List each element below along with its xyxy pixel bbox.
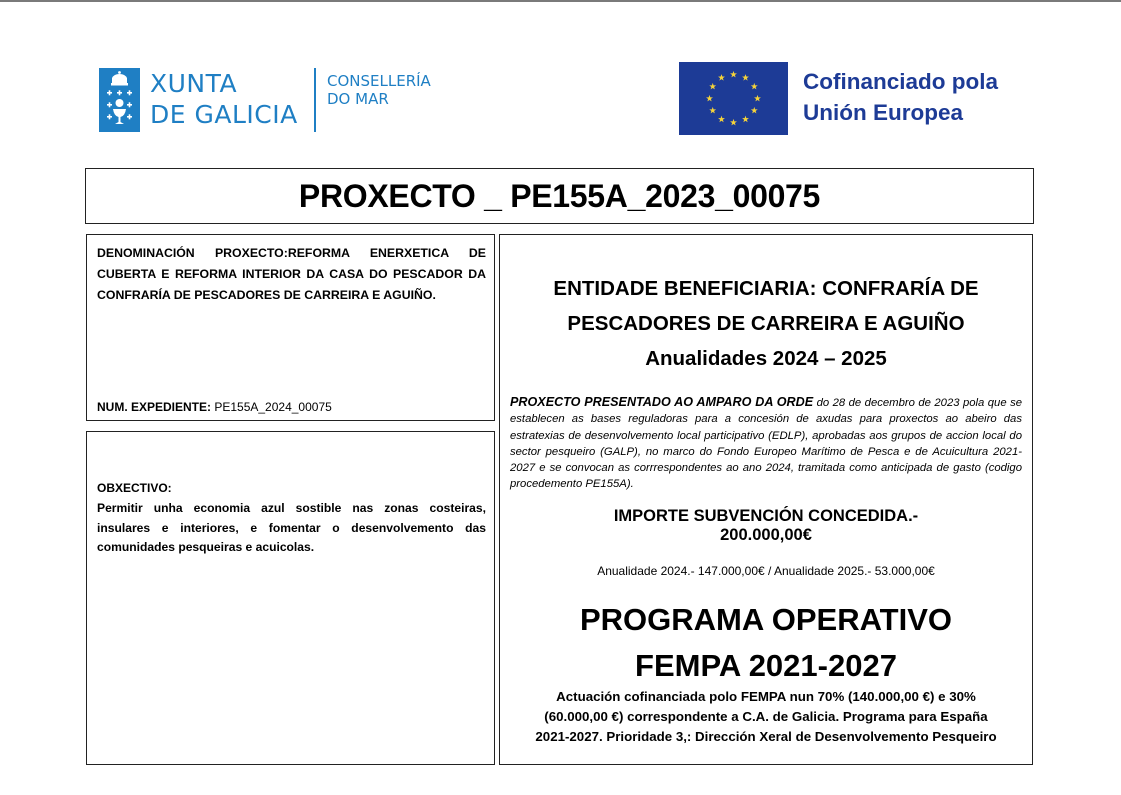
eu-star-icon — [709, 107, 716, 114]
project-title: PROXECTO _ PE155A_2023_00075 — [298, 177, 821, 214]
program-line1: PROGRAMA OPERATIVO — [579, 602, 952, 637]
expediente-number — [97, 400, 332, 414]
beneficiary-line2: PESCADORES DE CARREIRA E AGUIÑO — [567, 312, 965, 335]
program-line2: FEMPA 2021-2027 — [635, 648, 897, 683]
xunta-name — [150, 68, 298, 130]
eu-star-icon — [706, 95, 713, 102]
eu-star-icon — [718, 74, 725, 81]
objective-box — [86, 431, 495, 765]
project-name-box — [86, 234, 495, 421]
objective-text: Permitir unha economia azul sostible nas zonas costeiras, insulares e interiores, e fomentar o desenvolvemento das comunidades pesqueiras e acuicolas. — [97, 501, 486, 554]
eu-flag-icon — [679, 62, 788, 135]
cofinancing-line3: 2021-2027. Prioridade 3,: Dirección Xeral de Desenvolvemento Pesqueiro — [535, 729, 997, 744]
beneficiary-heading — [500, 271, 1032, 376]
grant-amount-value: 200.000,00€ — [720, 526, 812, 544]
xunta-line1: XUNTA — [150, 69, 238, 98]
eu-star-icon — [742, 74, 749, 81]
annuities-detail: Anualidade 2024.- 147.000,00€ / Anualidade 2025.- 53.000,00€ — [597, 564, 935, 578]
cofinancing-line2: (60.000,00 €) correspondente a C.A. de Galicia. Programa para España — [544, 709, 988, 724]
cofinancing-statement — [506, 687, 1026, 747]
cofinancing-line1: Actuación cofinanciada polo FEMPA nun 70% (140.000,00 €) e 30% — [556, 689, 976, 704]
expediente-value: PE155A_2024_00075 — [211, 400, 332, 414]
beneficiary-line1: ENTIDADE BENEFICIARIA: CONFRARÍA DE — [553, 277, 979, 300]
top-border — [0, 0, 1121, 2]
department-line1: CONSELLERÍA — [327, 72, 431, 90]
expediente-label: NUM. EXPEDIENTE: — [97, 400, 212, 414]
logo-divider — [314, 68, 316, 132]
annuities-heading: Anualidades 2024 – 2025 — [645, 347, 887, 370]
eu-line1: Cofinanciado pola — [803, 69, 999, 94]
eu-star-icon — [730, 119, 737, 126]
operative-program — [500, 597, 1032, 689]
eu-star-icon — [730, 71, 737, 78]
objective-label: OBXECTIVO: — [97, 481, 172, 495]
eu-star-icon — [742, 116, 749, 123]
order-text: do 28 de decembro de 2023 pola que se establecen as bases reguladoras para a concesión de axudas para proxectos ao abeiro das estratexias de desenvolvemento local participativo (EDLP), aprobadas aos grupos de accion local do sector pesqueiro (GALP), no marco do Fondo Europeo Marítimo de Pesca e de Acuicultura 2021-2027 e se convocan as corrrespondentes ao ano 2024, tramitada como anticipada de gasto (codigo procedemento PE155A). — [510, 397, 1023, 491]
department-line2: DO MAR — [327, 90, 389, 108]
eu-line2: Unión Europea — [803, 100, 964, 125]
beneficiary-box — [499, 234, 1033, 765]
order-paragraph — [510, 394, 1022, 493]
order-bold-lead: PROXECTO PRESENTADO AO AMPARO DA ORDE — [510, 395, 814, 409]
project-title-box — [85, 168, 1034, 224]
galicia-coat-of-arms-icon — [99, 68, 140, 132]
eu-star-icon — [754, 95, 761, 102]
eu-star-icon — [718, 116, 725, 123]
project-name: DENOMINACIÓN PROXECTO:REFORMA ENERXETICA DE CUBERTA E REFORMA INTERIOR DA CASA DO PESCADOR DA CONFRARÍA DE PESCADORES DE CARREIRA E AGUIÑO. — [97, 246, 486, 302]
eu-star-icon — [709, 83, 716, 90]
xunta-line2: DE GALICIA — [150, 100, 298, 129]
grant-amount-label: IMPORTE SUBVENCIÓN CONCEDIDA.- — [613, 507, 919, 525]
eu-cofinancing-label — [803, 66, 998, 128]
eu-star-icon — [751, 83, 758, 90]
eu-star-icon — [751, 107, 758, 114]
department-name — [327, 72, 431, 108]
grant-amount — [500, 507, 1032, 545]
